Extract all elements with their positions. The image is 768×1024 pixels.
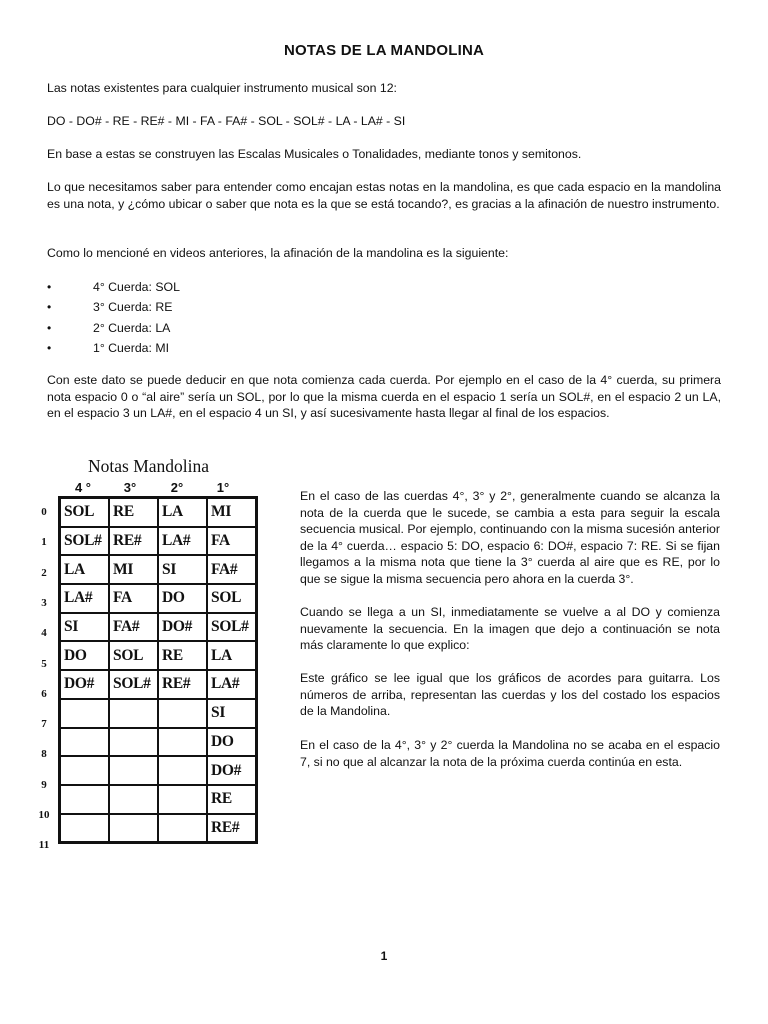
note-cell [109, 785, 158, 814]
fret-number: 10 [38, 809, 50, 821]
note-cell [158, 814, 207, 843]
scales-paragraph: En base a estas se construyen las Escalas Musicales o Tonalidades, mediante tonos y semitonos. [47, 147, 582, 161]
note-cell: DO# [158, 613, 207, 642]
fret-number: 4 [41, 627, 47, 640]
fret-number: 9 [41, 778, 47, 791]
tuning-item: 3° Cuerda: RE [93, 300, 173, 315]
fret-number: 8 [41, 748, 47, 761]
note-cell: RE# [207, 814, 257, 843]
fret-number: 0 [41, 506, 47, 518]
note-cell: FA# [207, 555, 257, 584]
chart-title: Notas Mandolina [88, 456, 210, 476]
note-cell [109, 728, 158, 757]
note-cell: DO# [60, 670, 110, 699]
note-cell [109, 756, 158, 785]
note-cell: LA# [60, 584, 110, 613]
intro-paragraph: Las notas existentes para cualquier instrumento musical son 12: [47, 81, 397, 95]
table-row [60, 555, 257, 584]
table-row [60, 814, 257, 843]
tuning-explanation-paragraph: Lo que necesitamos saber para entender como encajan estas notas en la mandolina, es que cada espacio en la mandolina es una nota, y ¿cómo ubicar o saber que nota es la que se está tocando?, es gracias a la afinación de nuestro instrumento. [47, 180, 721, 211]
note-cell: RE# [109, 527, 158, 556]
note-cell: SOL [60, 498, 110, 527]
note-cell: FA# [109, 613, 158, 642]
fret-number: 1 [41, 536, 47, 549]
bullet-icon: • [47, 320, 52, 335]
note-cell [60, 699, 110, 728]
table-row [60, 670, 257, 699]
note-cell: RE# [158, 670, 207, 699]
note-cell: SOL# [109, 670, 158, 699]
tuning-item: 4° Cuerda: SOL [93, 280, 180, 294]
note-cell: MI [207, 498, 257, 527]
note-cell [158, 728, 207, 757]
column-header-4: 4 ° [74, 480, 92, 495]
table-row [60, 527, 257, 556]
fret-number: 7 [41, 718, 47, 731]
note-cell: DO [207, 728, 257, 757]
table-row [60, 785, 257, 814]
note-cell: LA# [207, 670, 257, 699]
column-header-3: 3° [123, 480, 137, 495]
fret-number: 3 [41, 596, 47, 609]
note-cell: SI [158, 555, 207, 584]
note-cell: SOL [207, 584, 257, 613]
fret-number: 5 [41, 657, 47, 670]
note-cell [158, 699, 207, 728]
side-paragraph-3: Este gráfico se lee igual que los gráficos de acordes para guitarra. Los números de arriba, representan las cuerdas y los del costado los espacios de la Mandolina. [300, 671, 720, 718]
note-cell: RE [109, 498, 158, 527]
column-header-1: 1° [216, 480, 230, 495]
side-paragraph-1: En el caso de las cuerdas 4°, 3° y 2°, generalmente cuando se alcanza la nota de la cuerda que le sucede, se cambia a esta para seguir la escala secuencia musical. Por ejemplo, continuando con la misma sucesión anterior de la 4° cuerda… espacio 5: DO, espacio 6: DO#, espacio 7: RE. Si se fijan llegamos a la misma nota que tiene la 3° cuerda al aire que es RE, por lo que se sigue la misma secuencia pero ahora en la cuerda 3°. [300, 489, 720, 586]
note-cell: DO [60, 641, 110, 670]
deduction-paragraph: Con este dato se puede deducir en que nota comienza cada cuerda. Por ejemplo en el caso de la 4° cuerda, su primera nota espacio 0 o “al aire” sería un SOL, por lo que la misma cuerda en el espacio 1 sería un SOL#, en el espacio 2 un LA, en el espacio 3 un LA#, en el espacio 4 un SI, y así sucesivamente hasta llegar al final de los espacios. [47, 373, 721, 420]
note-cell: SOL# [60, 527, 110, 556]
fret-number: 11 [38, 839, 50, 852]
note-cell: LA [207, 641, 257, 670]
note-cell: SOL [109, 641, 158, 670]
fret-number: 6 [41, 687, 47, 700]
page-number: 1 [380, 949, 388, 963]
note-cell [158, 756, 207, 785]
fret-number: 2 [41, 566, 47, 579]
side-paragraph-4: En el caso de la 4°, 3° y 2° cuerda la Mandolina no se acaba en el espacio 7, si no que al alcanzar la nota de la próxima cuerda continúa en esta. [300, 738, 720, 769]
note-cell: DO [158, 584, 207, 613]
note-cell: DO# [207, 756, 257, 785]
table-row [60, 699, 257, 728]
note-cell: LA [60, 555, 110, 584]
table-row [60, 728, 257, 757]
tuning-item: 2° Cuerda: LA [93, 320, 171, 335]
note-cell: SI [60, 613, 110, 642]
note-cell [109, 699, 158, 728]
note-cell [60, 756, 110, 785]
mandolin-notes-table [58, 496, 258, 844]
note-cell [60, 785, 110, 814]
note-cell: LA [158, 498, 207, 527]
table-row [60, 584, 257, 613]
note-cell: RE [207, 785, 257, 814]
table-row [60, 613, 257, 642]
bullet-icon: • [47, 340, 52, 355]
column-header-2: 2° [170, 480, 184, 495]
note-cell: SI [207, 699, 257, 728]
note-cell: SOL# [207, 613, 257, 642]
note-cell [60, 814, 110, 843]
bullet-icon: • [47, 280, 52, 294]
note-cell: LA# [158, 527, 207, 556]
note-cell: FA [109, 584, 158, 613]
note-cell [158, 785, 207, 814]
table-row [60, 641, 257, 670]
tuning-item: 1° Cuerda: MI [93, 340, 169, 355]
tuning-intro-paragraph: Como lo mencioné en videos anteriores, la afinación de la mandolina es la siguiente: [47, 246, 509, 260]
note-cell [109, 814, 158, 843]
note-cell: RE [158, 641, 207, 670]
bullet-icon: • [47, 300, 52, 315]
table-row [60, 756, 257, 785]
note-cell: MI [109, 555, 158, 584]
notes-list-paragraph: DO - DO# - RE - RE# - MI - FA - FA# - SOL - SOL# - LA - LA# - SI [47, 114, 406, 128]
note-cell [60, 728, 110, 757]
page-title: NOTAS DE LA MANDOLINA [283, 42, 485, 59]
table-row [60, 498, 257, 527]
side-paragraph-2: Cuando se llega a un SI, inmediatamente se vuelve a al DO y comienza nuevamente la secuencia. En la imagen que dejo a continuación se nota más claramente lo que explico: [300, 605, 720, 652]
note-cell: FA [207, 527, 257, 556]
